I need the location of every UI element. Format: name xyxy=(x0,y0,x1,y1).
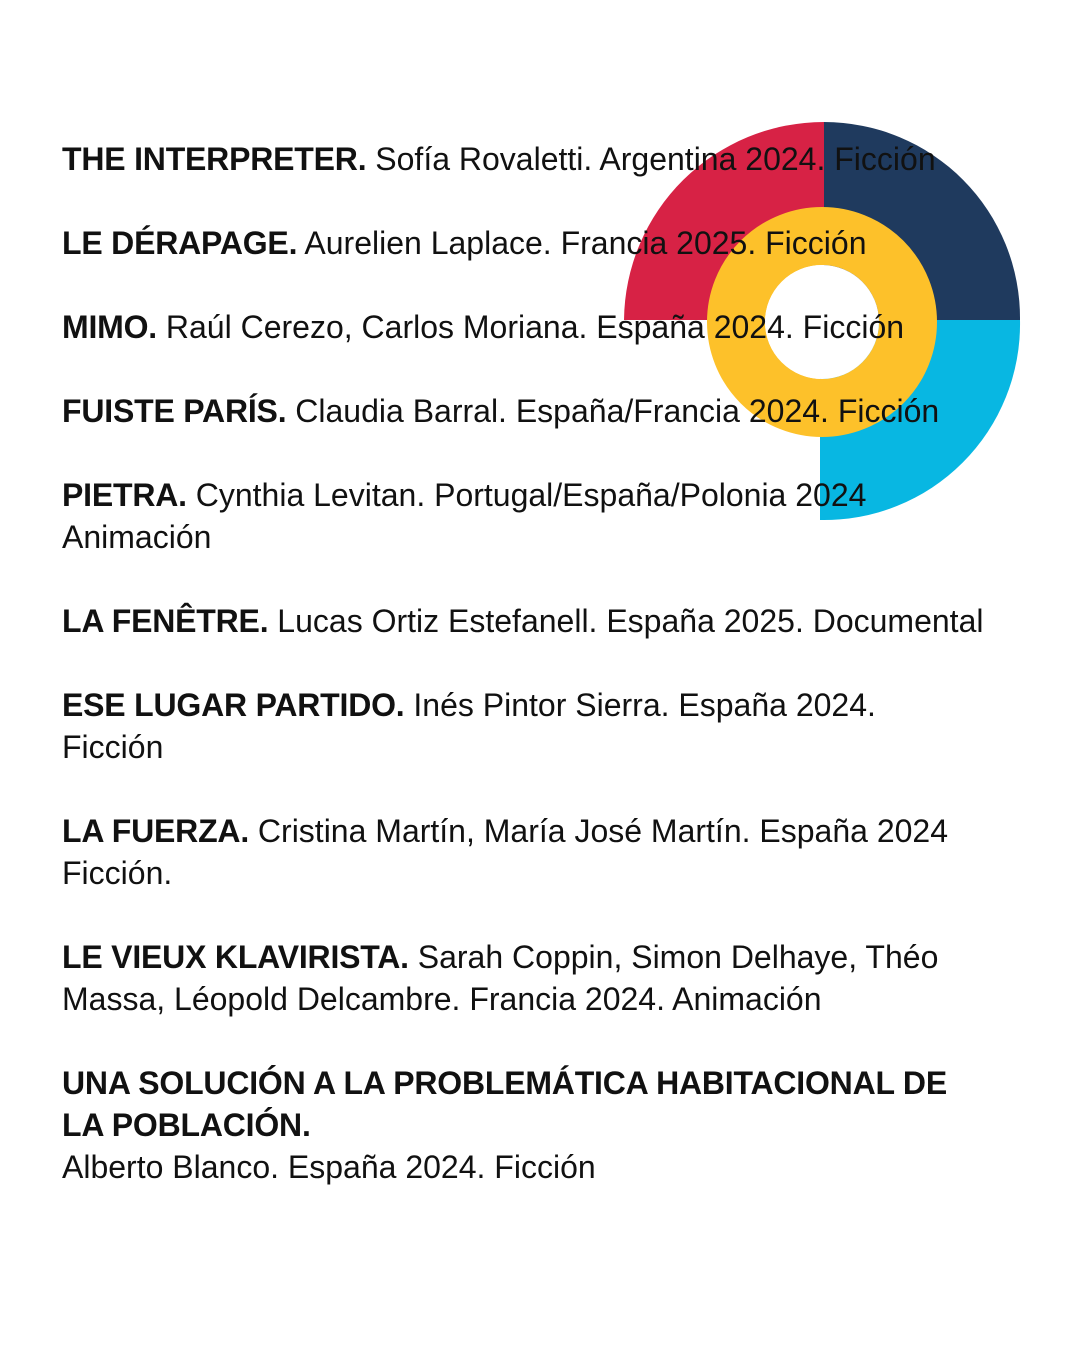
film-entry xyxy=(62,390,1052,432)
film-details: Cristina Martín, María José Martín. España 2024 Ficción. xyxy=(62,813,948,891)
film-entry xyxy=(62,474,922,558)
film-entry xyxy=(62,138,1052,180)
film-title: THE INTERPRETER. xyxy=(62,141,367,177)
film-entry xyxy=(62,936,992,1020)
film-details: Aurelien Laplace. Francia 2025. Ficción xyxy=(297,225,867,261)
film-details: Claudia Barral. España/Francia 2024. Ficción xyxy=(286,393,940,429)
film-title: LE VIEUX KLAVIRISTA. xyxy=(62,939,409,975)
film-list xyxy=(62,138,1052,1230)
film-title: LA FENÊTRE. xyxy=(62,603,269,639)
film-title: MIMO. xyxy=(62,309,157,345)
film-entry xyxy=(62,684,912,768)
film-details: Alberto Blanco. España 2024. Ficción xyxy=(62,1149,596,1185)
film-details: Lucas Ortiz Estefanell. España 2025. Documental xyxy=(268,603,984,639)
film-entry xyxy=(62,1062,982,1188)
film-entry xyxy=(62,222,1052,264)
film-details: Inés Pintor Sierra. España 2024. Ficción xyxy=(62,687,876,765)
film-details: Sarah Coppin, Simon Delhaye, Théo Massa, Léopold Delcambre. Francia 2024. Animación xyxy=(62,939,939,1017)
film-title: LE DÉRAPAGE. xyxy=(62,225,298,261)
film-details: Sofía Rovaletti. Argentina 2024. Ficción xyxy=(366,141,936,177)
film-title: FUISTE PARÍS. xyxy=(62,393,287,429)
film-title: PIETRA. xyxy=(62,477,187,513)
film-entry xyxy=(62,810,982,894)
film-title: UNA SOLUCIÓN A LA PROBLEMÁTICA HABITACIONAL DE LA POBLACIÓN. xyxy=(62,1065,947,1143)
film-title: ESE LUGAR PARTIDO. xyxy=(62,687,405,723)
film-details: Cynthia Levitan. Portugal/España/Polonia 2024 Animación xyxy=(62,477,867,555)
film-title: LA FUERZA. xyxy=(62,813,250,849)
film-entry xyxy=(62,306,1052,348)
film-details: Raúl Cerezo, Carlos Moriana. España 2024. Ficción xyxy=(157,309,905,345)
film-entry xyxy=(62,600,1052,642)
